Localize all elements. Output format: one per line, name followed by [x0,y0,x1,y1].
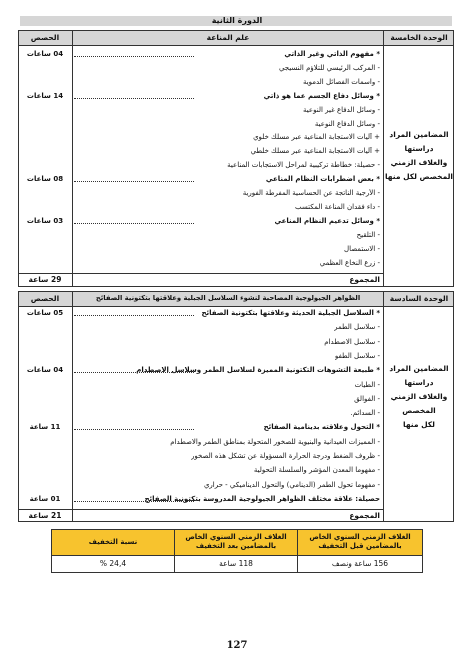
dotted-leader [74,315,194,316]
unit5-topic-header: علم المناعة [206,33,250,42]
hours-value: 08 ساعات [26,175,64,184]
unit6-unit-header: الوحدة السادسة [389,294,449,303]
hours-value: 11 ساعة [29,423,61,432]
content-line: حصيلة: علاقة مختلف الظواهر الجيولوجية المدروسة بتكتونية الصفائح [144,494,380,503]
unit5-side-label: المضامين المراد دراستها والغلاف الزمني المخصص لكل منها [384,130,453,181]
content-line: - وسائل الدفاع غير النوعية [303,105,380,114]
content-line: - زرع النخاع العظمي [319,258,380,267]
summary-reduction-value: 24,4 % [99,559,127,568]
content-line: - ظروف الضغط ودرجة الحرارة المسؤولة عن تشكل هذه الصخور [190,452,380,460]
unit6-total-hours: 21 ساعة [28,511,62,520]
content-line: - السدائم. [350,409,380,418]
unit6-topic-header: الظواهر الجيولوجية المصاحبة لنشوء السلاسل الجبلية وعلاقتها بتكتونية الصفائح [95,294,361,302]
page-number: 127 [226,640,248,651]
hours-value: 05 ساعات [26,309,64,317]
content-line: - داء فقدان المناعة المكتسب [295,202,380,211]
content-line: - الطيات [354,380,380,389]
content-line: + آليات الاستجابة المناعية عبر مسلك خلطي [250,147,380,156]
content-line: - سلاسل الطمر [334,323,380,332]
content-line: * وسائل تدعيم النظام المناعي [274,216,380,225]
content-line: - سلاسل الاصطدام [324,337,380,346]
hours-value: 14 ساعات [26,91,64,100]
unit6-hours-header: الحصص [30,294,60,303]
content-line: - وسائل الدفاع النوعية [314,119,380,128]
summary-after-value: 118 ساعة [219,559,253,568]
content-line: * مفهوم الذاتي وغير الذاتي [284,50,380,58]
unit5-unit-header: الوحدة الخامسة [390,33,448,42]
hours-value: 04 ساعات [26,50,64,58]
dotted-leader [74,372,194,373]
content-line: - التلقيح [356,230,380,239]
content-line: - الأرجية الناتجة عن الحساسية المفرطة الفورية [242,189,380,197]
dotted-leader [74,223,194,224]
dotted-leader [74,98,194,99]
content-line: - الفوالق [354,394,380,403]
unit6-side-label: المضامين المراد دراستها والغلاف الزمني المخصص لكل منها [389,364,449,429]
content-line: * طبيعة التشوهات التكتونية المميزة لسلاسل الطمر وسلاسل الاصطدام [136,366,380,375]
content-line: * السلاسل الجبلية الحديثة وعلاقتها بتكتونية الصفائح [201,309,380,317]
content-line: - سلاسل الطفو [334,351,380,360]
content-line: - مفهوما تحول الطمر (الدينامي) والتحول الديناميكي - حراري [203,480,380,489]
content-line: * وسائل دفاع الجسم عما هو ذاتي [263,91,380,100]
unit6-total-label: المجموع [349,511,380,520]
content-line: - حصيلة: خطاطة تركيبية لمراحل الاستجابات المناعية [227,161,380,170]
dotted-leader [74,429,194,430]
summary-before-value: 156 ساعة ونصف [331,559,389,568]
content-line: * بعض اضطرابات النظام المناعي [265,175,380,184]
dotted-leader [74,56,194,57]
page-title: الدورة الثانية [211,16,263,25]
summary-col3-header: نسبة التخفيف [88,538,138,546]
content-line: - المركب الرئيسي للتلاؤم النسيجي [278,63,380,72]
hours-value: 04 ساعات [26,366,64,375]
unit5-hours-header: الحصص [30,33,60,42]
unit5-total-hours: 29 ساعة [28,275,62,284]
summary-col2-header: الغلاف الزمني السنوي الخاص بالمضامين بعد التخفيف [185,533,287,550]
content-line: - مفهوما المعدن المؤشر والسلسلة التحولية [253,466,380,475]
hours-value: 03 ساعات [26,216,64,225]
content-line: - الاستمصال [343,244,380,253]
dotted-leader [74,181,194,182]
content-line: * التحول وعلاقته بدينامية الصفائح [263,423,380,432]
content-line: - واسمات الفصائل الدموية [302,77,380,86]
content-line: + آليات الاستجابة المناعية عبر مسلك خلوي [253,133,380,142]
unit5-total-label: المجموع [349,275,380,284]
summary-col1-header: الغلاف الزمني السنوي الخاص بالمضامين قبل التخفيف [309,533,411,550]
hours-value: 01 ساعة [29,494,61,503]
dotted-leader [74,501,194,502]
content-line: - المميزات العيدانية والبنيوية للصخور المتحولة بمناطق الطمر والاصطدام [170,437,380,446]
